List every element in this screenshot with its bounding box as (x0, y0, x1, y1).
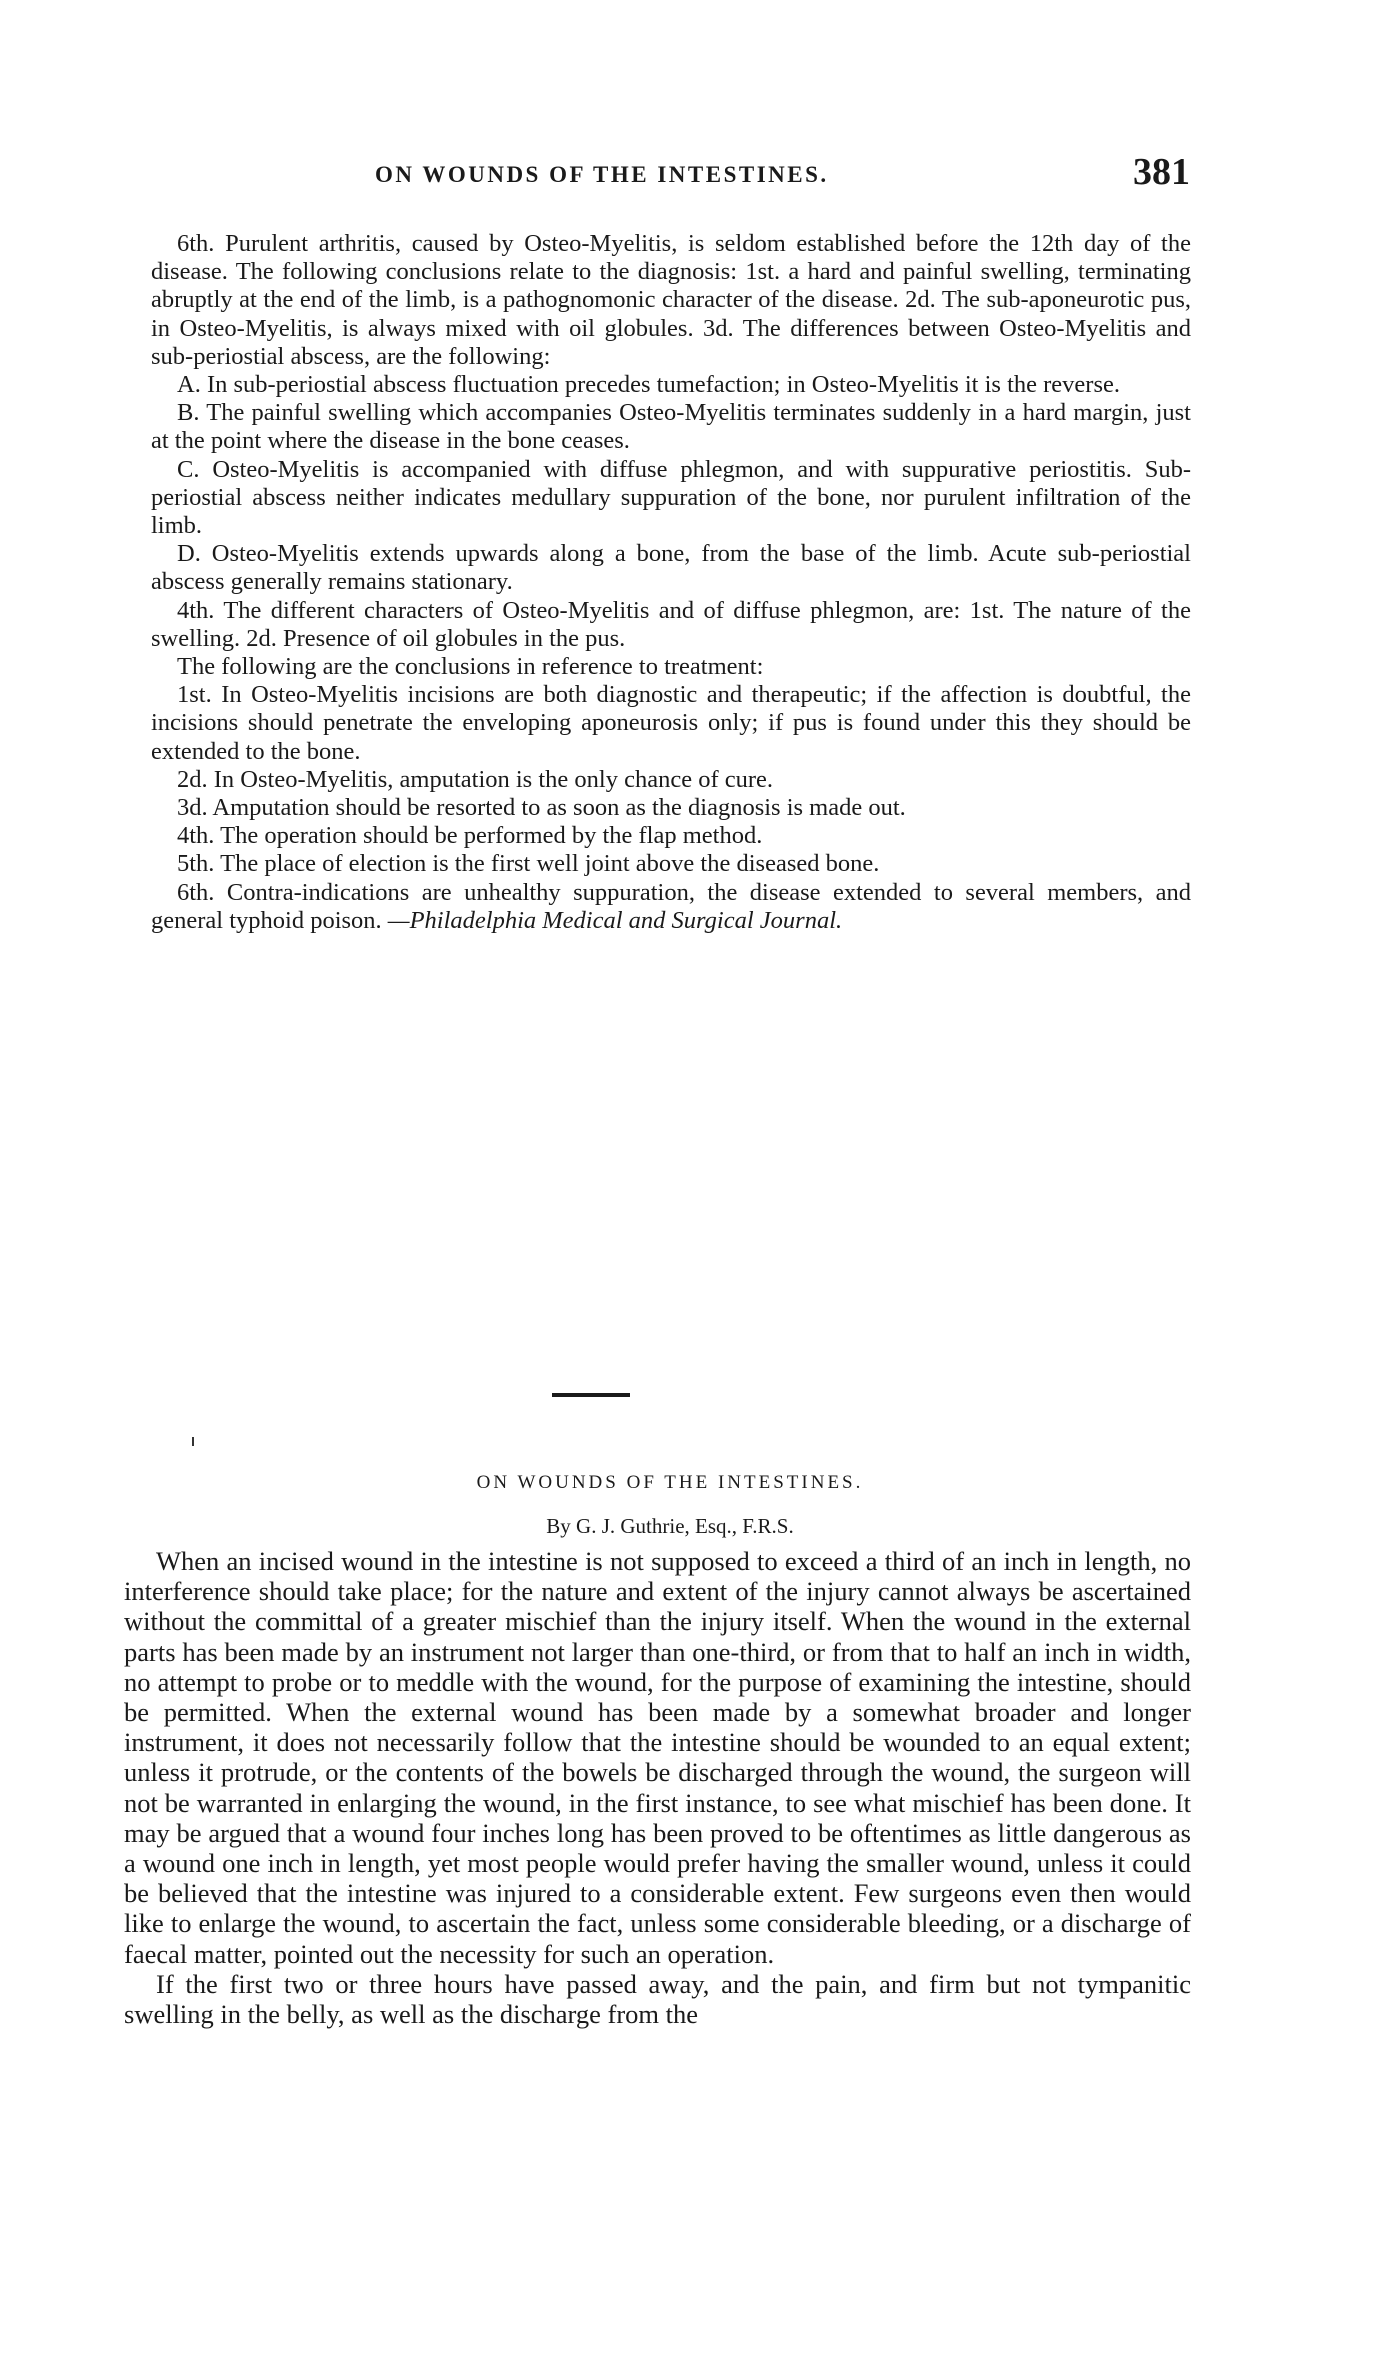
paragraph: 4th. The different characters of Osteo-Myelitis and of diffuse phlegmon, are: 1st. The nature of the swelling. 2d. Presence of oil globules in the pus. (151, 596, 1191, 652)
paragraph: 6th. Purulent arthritis, caused by Osteo-Myelitis, is seldom established before the 12th day of the disease. The following conclusions relate to the diagnosis: 1st. a hard and painful swelling, terminating abruptly at the end of the limb, is a pathognomonic character of the disease. 2d. The sub-aponeurotic pus, in Osteo-Myelitis, is always mixed with oil globules. 3d. The differences between Osteo-Myelitis and sub-periostial abscess, are the following: (151, 230, 1191, 370)
paragraph: B. The painful swelling which accompanies Osteo-Myelitis terminates suddenly in a hard margin, just at the point where the disease in the bone ceases. (151, 399, 1191, 455)
paragraph: When an incised wound in the intestine is not supposed to exceed a third of an inch in length, no interference should take place; for the nature and extent of the injury cannot always be ascertained without the committal of a greater mischief than the injury itself. When the wound in the external parts has been made by an instrument not larger than one-third, or from that to half an inch in width, no attempt to probe or to meddle with the wound, for the purpose of examining the intestine, should be permitted. When the external wound has been made by a somewhat broader and longer instrument, it does not necessarily follow that the intestine should be wounded to an equal extent; unless it protrude, or the contents of the bowels be discharged through the wound, the surgeon will not be warranted in enlarging the wound, in the first instance, to see what mischief has been done. It may be argued that a wound four inches long has been proved to be oftentimes as little dangerous as a wound one inch in length, yet most people would prefer having the smaller wound, unless it could be believed that the intestine was injured to a considerable extent. Few surgeons even then would like to enlarge the wound, to ascertain the fact, unless some considerable bleeding, or a discharge of faecal matter, pointed out the necessity for such an operation. (124, 1546, 1191, 1969)
stray-print-mark (192, 1437, 194, 1446)
article-title: ON WOUNDS OF THE INTESTINES. (476, 1472, 864, 1493)
running-head-title: ON WOUNDS OF THE INTESTINES. (375, 162, 829, 187)
page-number: 381 (1133, 151, 1190, 193)
article-byline: By G. J. Guthrie, Esq., F.R.S. (546, 1514, 794, 1538)
paragraph: If the first two or three hours have passed away, and the pain, and firm but not tympanitic swelling in the belly, as well as the discharge from the (124, 1968, 1191, 2030)
journal-citation: —Philadelphia Medical and Surgical Journal. (387, 906, 843, 934)
article-text (124, 1546, 1191, 2029)
paragraph: 5th. The place of election is the first well joint above the diseased bone. (177, 850, 880, 878)
paragraph: 1st. In Osteo-Myelitis incisions are both diagnostic and therapeutic; if the affection is doubtful, the incisions should penetrate the enveloping aponeurosis only; if pus is found under this they should be extended to the bone. (151, 681, 1191, 765)
running-head (150, 150, 1190, 200)
paragraph: C. Osteo-Myelitis is accompanied with diffuse phlegmon, and with suppurative periostitis. Sub-periostial abscess neither indicates medullary suppuration of the bone, nor purulent infiltration of the limb. (151, 455, 1191, 540)
paragraph: 3d. Amputation should be resorted to as soon as the diagnosis is made out. (177, 794, 906, 822)
last-paragraph-text: 6th. Contra-indications are unhealthy suppuration, the disease extended to several members, and general typhoid poison. (151, 878, 1191, 934)
paragraph: A. In sub-periostial abscess fluctuation precedes tumefaction; in Osteo-Myelitis it is the reverse. (177, 371, 1120, 399)
section-divider (552, 1393, 630, 1397)
last-paragraph (151, 879, 1191, 935)
paragraph: D. Osteo-Myelitis extends upwards along a bone, from the base of the limb. Acute sub-periostial abscess generally remains stationary. (151, 540, 1191, 596)
paragraph: 2d. In Osteo-Myelitis, amputation is the only chance of cure. (177, 765, 774, 793)
previous-article-text (151, 230, 1191, 935)
paragraph: The following are the conclusions in reference to treatment: (177, 653, 764, 681)
paragraph: 4th. The operation should be performed by the flap method. (177, 822, 763, 850)
